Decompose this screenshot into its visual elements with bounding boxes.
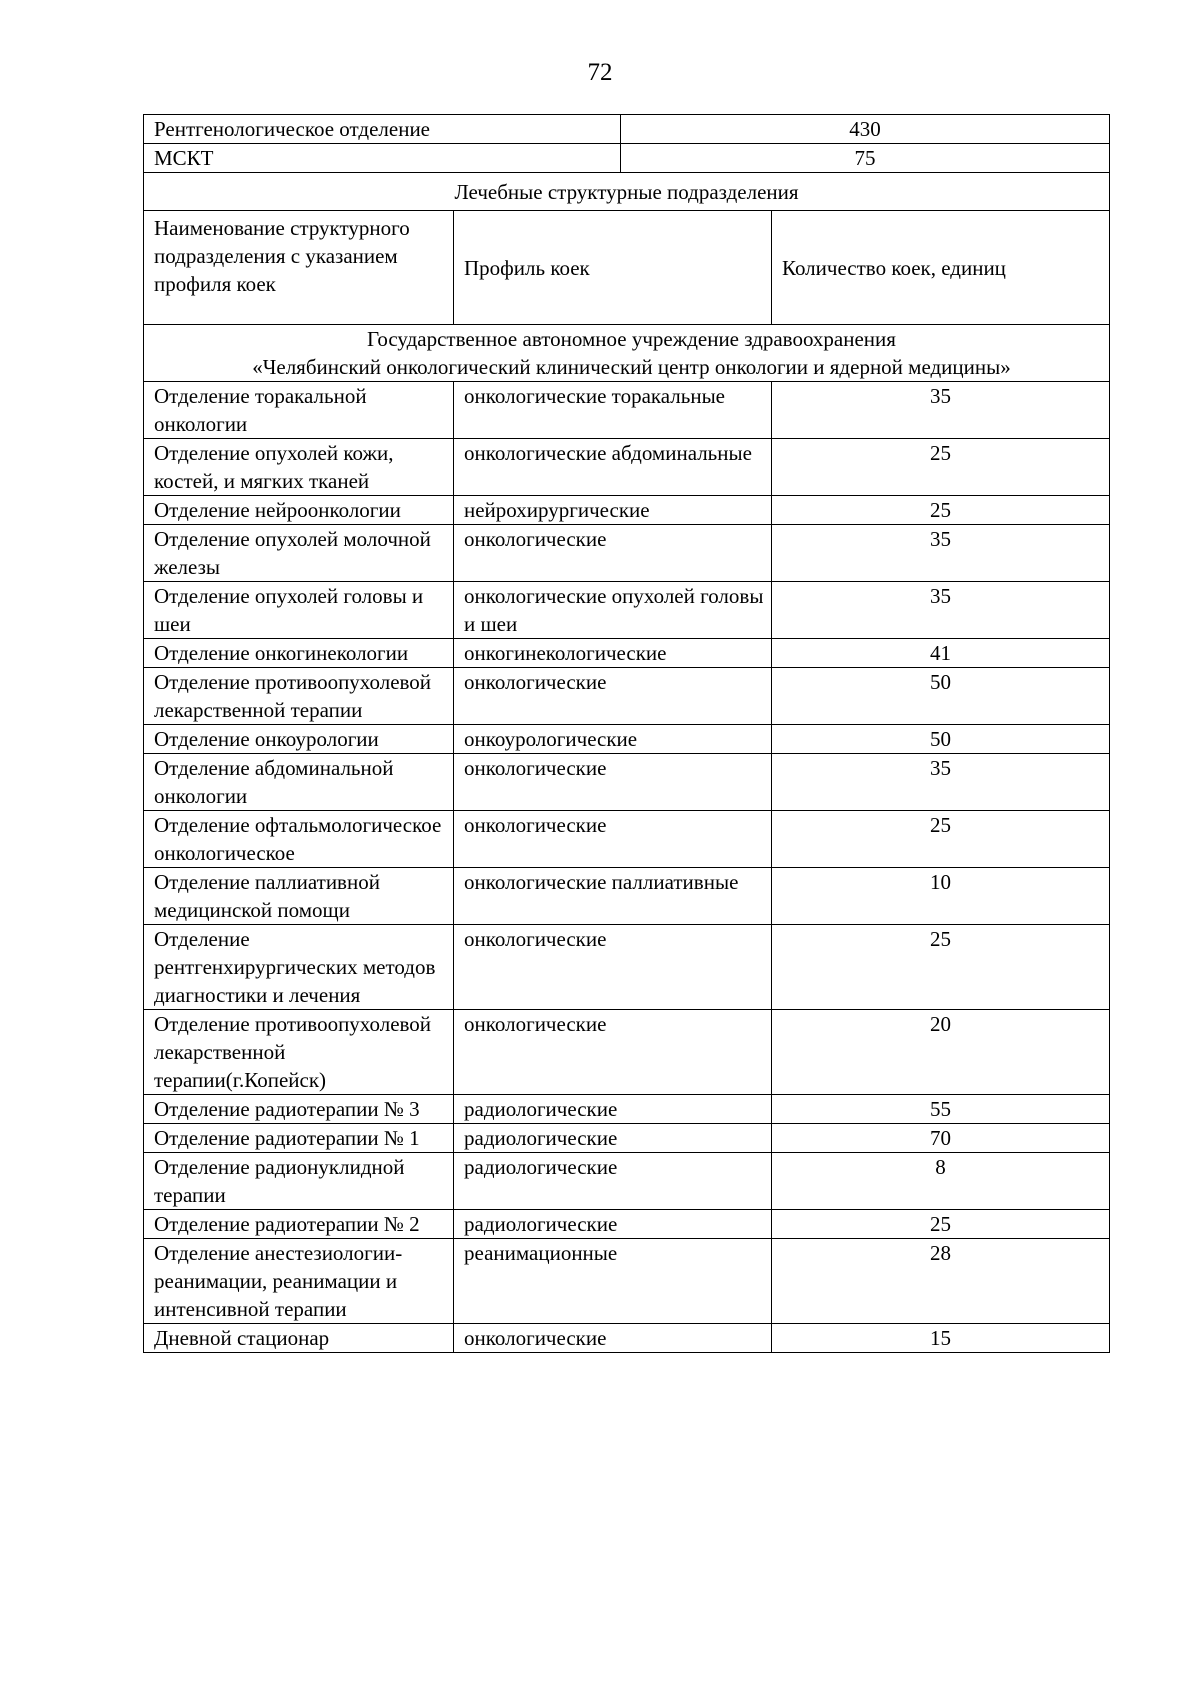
department-name-cell: Отделение офтальмологическое онкологическое <box>144 811 454 868</box>
summary-value-cell: 430 <box>621 115 1110 144</box>
table-row <box>144 525 1110 582</box>
table-row <box>144 811 1110 868</box>
department-name-cell: Отделение паллиативной медицинской помощи <box>144 868 454 925</box>
bed-profile-cell: онкологические <box>454 1010 772 1095</box>
bed-profile-cell: онкологические <box>454 925 772 1010</box>
bed-profile-cell: онкологические <box>454 525 772 582</box>
table-row <box>144 868 1110 925</box>
department-name-cell: Отделение радиотерапии № 3 <box>144 1095 454 1124</box>
table-row <box>144 725 1110 754</box>
department-name-cell: Отделение радионуклидной терапии <box>144 1153 454 1210</box>
bed-count-cell: 35 <box>772 382 1110 439</box>
bed-profile-cell: онкологические опухолей головы и шеи <box>454 582 772 639</box>
bed-profile-cell: нейрохирургические <box>454 496 772 525</box>
bed-profile-cell: онкологические абдоминальные <box>454 439 772 496</box>
bed-count-cell: 25 <box>772 811 1110 868</box>
bed-count-cell: 25 <box>772 925 1110 1010</box>
department-name-cell: Отделение опухолей головы и шеи <box>144 582 454 639</box>
table-row <box>144 144 1110 173</box>
institution-line-2: «Челябинский онкологический клинический центр онкологии и ядерной медицины» <box>252 355 1011 379</box>
institution-line-1: Государственное автономное учреждение здравоохранения <box>367 327 896 351</box>
table-row <box>144 925 1110 1010</box>
bed-count-cell: 25 <box>772 1210 1110 1239</box>
bed-profile-cell: радиологические <box>454 1095 772 1124</box>
departments-table <box>143 210 1110 1353</box>
department-name-cell: Отделение онкоурологии <box>144 725 454 754</box>
bed-count-cell: 10 <box>772 868 1110 925</box>
bed-profile-cell: онкоурологические <box>454 725 772 754</box>
department-name-cell: Отделение рентгенхирургических методов диагностики и лечения <box>144 925 454 1010</box>
bed-profile-cell: онкологические <box>454 811 772 868</box>
header-row <box>144 211 1110 325</box>
table-row <box>144 1210 1110 1239</box>
summary-table <box>143 114 1110 211</box>
table-row <box>144 1239 1110 1324</box>
table-row <box>144 1124 1110 1153</box>
bed-count-cell: 41 <box>772 639 1110 668</box>
bed-count-cell: 35 <box>772 754 1110 811</box>
header-name: Наименование структурного подразделения с указанием профиля коек <box>144 211 454 325</box>
institution-title <box>144 325 1110 382</box>
bed-profile-cell: онкологические <box>454 1324 772 1353</box>
bed-count-cell: 8 <box>772 1153 1110 1210</box>
table-row <box>144 1010 1110 1095</box>
bed-profile-cell: онкологические <box>454 668 772 725</box>
department-name-cell: Отделение радиотерапии № 1 <box>144 1124 454 1153</box>
bed-profile-cell: радиологические <box>454 1124 772 1153</box>
table-row <box>144 1095 1110 1124</box>
department-name-cell: Отделение абдоминальной онкологии <box>144 754 454 811</box>
summary-value-cell: 75 <box>621 144 1110 173</box>
department-name-cell: Отделение опухолей молочной железы <box>144 525 454 582</box>
table-row <box>144 1153 1110 1210</box>
department-name-cell: Отделение радиотерапии № 2 <box>144 1210 454 1239</box>
section-title-row <box>144 173 1110 211</box>
table-row <box>144 115 1110 144</box>
bed-profile-cell: онкологические торакальные <box>454 382 772 439</box>
bed-count-cell: 28 <box>772 1239 1110 1324</box>
header-profile: Профиль коек <box>454 211 772 325</box>
bed-count-cell: 25 <box>772 439 1110 496</box>
table-row <box>144 1324 1110 1353</box>
section-title: Лечебные структурные подразделения <box>144 173 1110 211</box>
department-name-cell: Отделение анестезиологии-реанимации, реанимации и интенсивной терапии <box>144 1239 454 1324</box>
institution-row <box>144 325 1110 382</box>
bed-count-cell: 50 <box>772 725 1110 754</box>
table-row <box>144 639 1110 668</box>
bed-count-cell: 35 <box>772 582 1110 639</box>
bed-count-cell: 25 <box>772 496 1110 525</box>
bed-count-cell: 55 <box>772 1095 1110 1124</box>
table-row <box>144 754 1110 811</box>
bed-count-cell: 15 <box>772 1324 1110 1353</box>
department-name-cell: Отделение противоопухолевой лекарственной терапии(г.Копейск) <box>144 1010 454 1095</box>
department-name-cell: Дневной стационар <box>144 1324 454 1353</box>
summary-name-cell: Рентгенологическое отделение <box>144 115 621 144</box>
table-row <box>144 582 1110 639</box>
bed-count-cell: 35 <box>772 525 1110 582</box>
bed-profile-cell: радиологические <box>454 1153 772 1210</box>
bed-count-cell: 50 <box>772 668 1110 725</box>
table-row <box>144 439 1110 496</box>
table-row <box>144 496 1110 525</box>
header-count: Количество коек, единиц <box>772 211 1110 325</box>
bed-profile-cell: онкологические <box>454 754 772 811</box>
bed-profile-cell: реанимационные <box>454 1239 772 1324</box>
bed-profile-cell: радиологические <box>454 1210 772 1239</box>
department-name-cell: Отделение противоопухолевой лекарственной терапии <box>144 668 454 725</box>
table-row <box>144 668 1110 725</box>
department-name-cell: Отделение опухолей кожи, костей, и мягких тканей <box>144 439 454 496</box>
department-name-cell: Отделение торакальной онкологии <box>144 382 454 439</box>
bed-profile-cell: онкологические паллиативные <box>454 868 772 925</box>
bed-profile-cell: онкогинекологические <box>454 639 772 668</box>
page-number: 72 <box>587 59 613 86</box>
department-name-cell: Отделение онкогинекологии <box>144 639 454 668</box>
bed-count-cell: 20 <box>772 1010 1110 1095</box>
table-row <box>144 382 1110 439</box>
summary-name-cell: МСКТ <box>144 144 621 173</box>
department-name-cell: Отделение нейроонкологии <box>144 496 454 525</box>
bed-count-cell: 70 <box>772 1124 1110 1153</box>
